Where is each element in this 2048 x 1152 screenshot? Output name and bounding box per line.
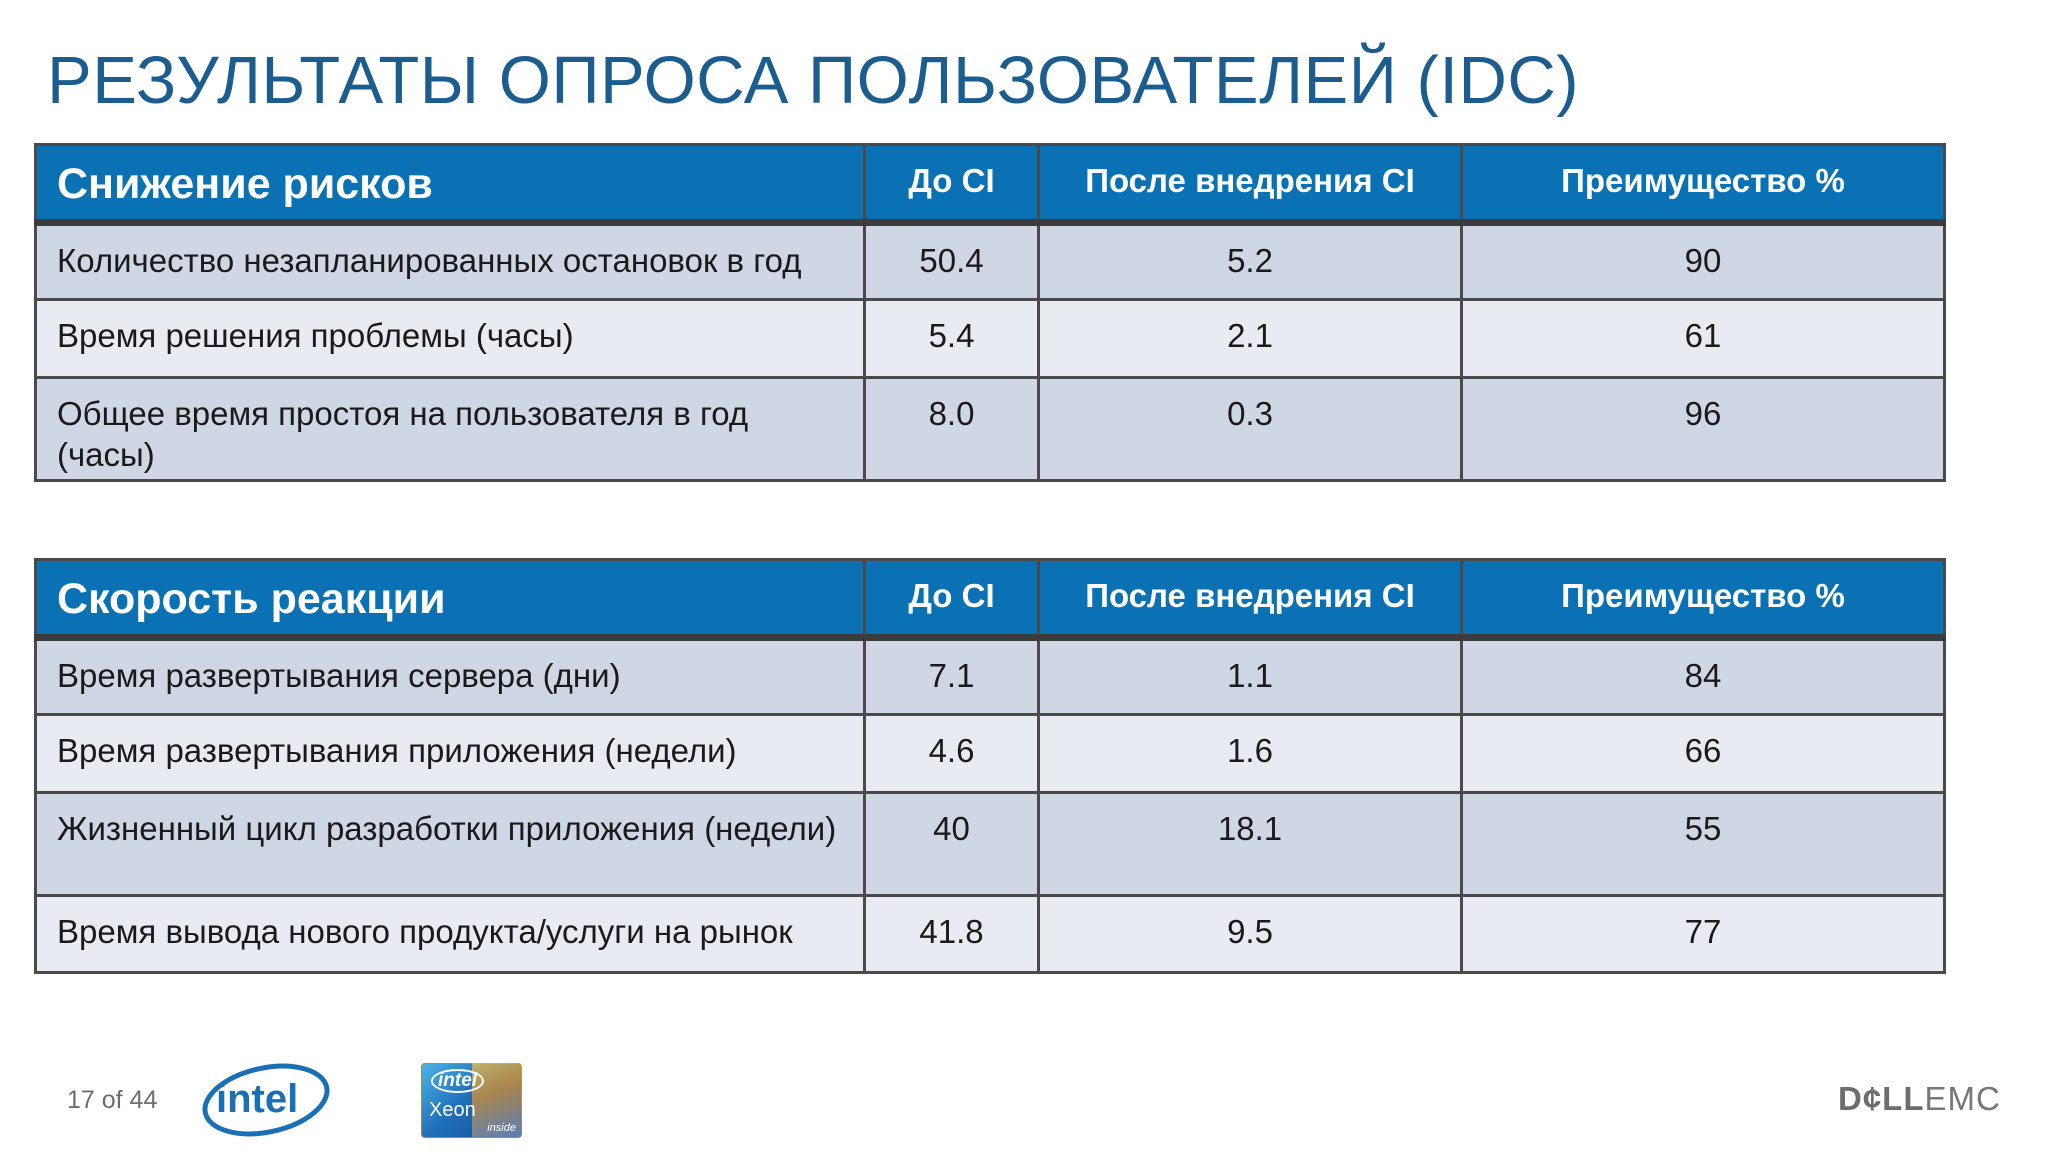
table-row [36, 378, 1945, 481]
row-label: Количество незапланированных остановок в год [36, 223, 865, 300]
value-advantage: 61 [1462, 300, 1945, 378]
column-header-advantage: Преимущество % [1462, 145, 1945, 223]
row-label: Время вывода нового продукта/услуги на рынок [36, 896, 865, 973]
table-row [36, 715, 1945, 793]
value-advantage: 84 [1462, 638, 1945, 715]
dell-emc-logo [1838, 1080, 2001, 1118]
column-header-after: После внедрения CI [1039, 145, 1462, 223]
dell-logo-text: D¢LL [1838, 1080, 1925, 1117]
section-header: Снижение рисков [36, 145, 865, 223]
emc-logo-text: EMC [1924, 1080, 2001, 1117]
row-label: Время решения проблемы (часы) [36, 300, 865, 378]
response-speed-table [34, 558, 1946, 974]
value-after: 1.6 [1039, 715, 1462, 793]
badge-inside-text: inside [487, 1122, 516, 1134]
row-label: Время развертывания сервера (дни) [36, 638, 865, 715]
value-before: 8.0 [865, 378, 1039, 481]
value-before: 50.4 [865, 223, 1039, 300]
value-advantage: 96 [1462, 378, 1945, 481]
badge-intel-text: intel [431, 1069, 484, 1093]
value-before: 7.1 [865, 638, 1039, 715]
table-row [36, 300, 1945, 378]
value-after: 5.2 [1039, 223, 1462, 300]
badge-xeon-text: Xeon [429, 1099, 476, 1121]
value-advantage: 55 [1462, 793, 1945, 896]
intel-logo-text: intel [216, 1077, 299, 1121]
table-row [36, 223, 1945, 300]
value-before: 5.4 [865, 300, 1039, 378]
slide-title: РЕЗУЛЬТАТЫ ОПРОСА ПОЛЬЗОВАТЕЛЕЙ (IDC) [47, 43, 1580, 118]
table-header-row [36, 560, 1945, 638]
row-label: Жизненный цикл разработки приложения (недели) [36, 793, 865, 896]
table-row [36, 896, 1945, 973]
value-after: 0.3 [1039, 378, 1462, 481]
value-advantage: 77 [1462, 896, 1945, 973]
value-after: 9.5 [1039, 896, 1462, 973]
value-after: 18.1 [1039, 793, 1462, 896]
value-after: 1.1 [1039, 638, 1462, 715]
table-header-row [36, 145, 1945, 223]
section-header: Скорость реакции [36, 560, 865, 638]
value-advantage: 90 [1462, 223, 1945, 300]
column-header-before: До CI [865, 560, 1039, 638]
intel-logo [200, 1050, 338, 1140]
row-label: Общее время простоя на пользователя в год (часы) [36, 378, 865, 481]
intel-logo-graphic [200, 1050, 338, 1140]
page-counter: 17 of 44 [67, 1086, 158, 1114]
xeon-inside-badge [421, 1063, 522, 1138]
value-before: 4.6 [865, 715, 1039, 793]
table-row [36, 793, 1945, 896]
value-before: 40 [865, 793, 1039, 896]
column-header-before: До CI [865, 145, 1039, 223]
value-advantage: 66 [1462, 715, 1945, 793]
column-header-after: После внедрения CI [1039, 560, 1462, 638]
column-header-advantage: Преимущество % [1462, 560, 1945, 638]
risk-reduction-table [34, 143, 1946, 482]
value-after: 2.1 [1039, 300, 1462, 378]
value-before: 41.8 [865, 896, 1039, 973]
table-row [36, 638, 1945, 715]
row-label: Время развертывания приложения (недели) [36, 715, 865, 793]
